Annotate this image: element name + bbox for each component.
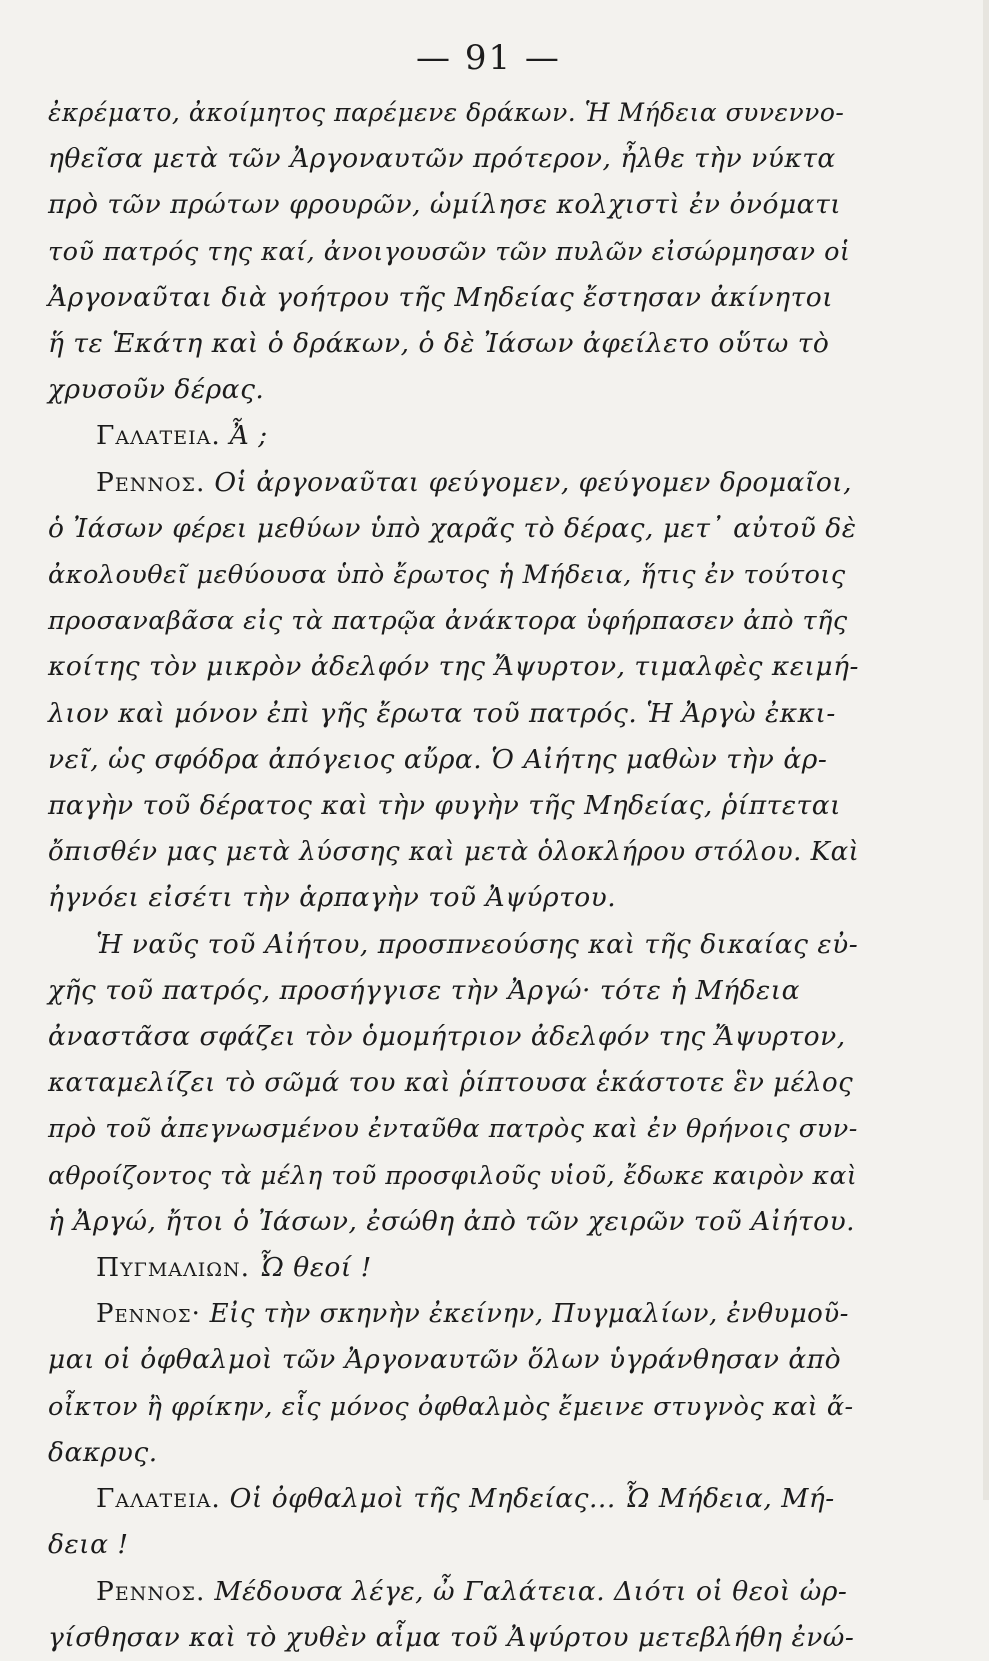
line-text: ἡ Ἀργώ, ἤτοι ὁ Ἰάσων, ἐσώθη ἀπὸ τῶν χειρῶν τοῦ Αἰήτου. [48,1205,856,1237]
text-line [48,968,859,1014]
text-line [48,229,859,275]
text-line [48,321,859,367]
line-text: ἀκολουθεῖ μεθύουσα ὑπὸ ἔρωτος ἡ Μήδεια, ἥτις ἐν τούτοις [48,560,846,591]
text-line [48,1106,859,1152]
text-line [48,1153,859,1199]
line-text: λιον καὶ μόνον ἐπὶ γῆς ἔρωτα τοῦ πατρός. Ἡ Ἀργὼ ἐκκι- [48,697,836,729]
text-line [48,598,859,644]
text-line [48,829,859,875]
line-text: χρυσοῦν δέρας. [48,374,265,406]
line-text: κοίτης τὸν μικρὸν ἀδελφόν της Ἄψυρτον, τιμαλφὲς κειμή- [48,651,859,683]
text-line [48,182,859,228]
speaker-name: Γαλατεια. [96,1483,221,1515]
text-body [48,90,859,1661]
line-text: ἀναστᾶσα σφάζει τὸν ὁμομήτριον ἀδελφόν της Ἄψυρτον, [48,1021,846,1053]
line-text: ὄπισθέν μας μετὰ λύσσης καὶ μετὰ ὁλοκλήρου στόλου. Καὶ [48,837,860,868]
text-line [48,1476,859,1522]
line-text: Μέδουσα λέγε, ὦ Γαλάτεια. Διότι οἱ θεοὶ ὠρ- [205,1575,848,1607]
line-text: πρὸ τοῦ ἀπεγνωσμένου ἐνταῦθα πατρὸς καὶ ἐν θρήνοις συν- [48,1114,858,1145]
text-line [48,460,859,506]
line-text: προσαναβᾶσα εἰς τὰ πατρῷα ἀνάκτορα ὑφήρπασεν ἀπὸ τῆς [48,606,848,637]
text-line [48,1014,859,1060]
line-text: Εἰς τὴν σκηνὴν ἐκείνην, Πυγμαλίων, ἐνθυμοῦ- [200,1299,849,1330]
text-line [48,922,859,968]
speaker-name: Ρεννος· [96,1299,201,1330]
line-text: Ὦ θεοί ! [250,1252,372,1284]
speaker-name: Ρεννος. [96,1575,206,1607]
text-line [48,783,859,829]
text-line [48,275,859,321]
line-text: Ἡ ναῦς τοῦ Αἰήτου, προσπνεούσης καὶ τῆς δικαίας εὐ- [96,928,859,960]
line-text: ἥ τε Ἑκάτη καὶ ὁ δράκων, ὁ δὲ Ἰάσων ἀφείλετο οὕτω τὸ [48,328,830,360]
text-line [48,1569,859,1615]
text-line [48,1384,859,1430]
text-line [48,1291,859,1337]
text-line [48,90,859,136]
text-line [48,875,859,921]
line-text: γίσθησαν καὶ τὸ χυθὲν αἷμα τοῦ Ἀψύρτου μετεβλήθη ἐνώ- [48,1621,855,1653]
text-line [48,1245,859,1291]
text-line [48,1060,859,1106]
line-text: ηθεῖσα μετὰ τῶν Ἀργοναυτῶν πρότερον, ἦλθε τὴν νύκτα [48,143,836,175]
line-text: Οἱ ἀργοναῦται φεύγομεν, φεύγομεν δρομαῖοι, [205,466,853,498]
line-text: Ἆ ; [220,420,268,452]
speaker-name: Γαλατεια. [96,420,221,452]
line-text: Ἀργοναῦται διὰ γοήτρου τῆς Μηδείας ἔστησαν ἀκίνητοι [48,281,834,313]
line-text: Οἱ ὀφθαλμοὶ τῆς Μηδείας... Ὦ Μήδεια, Μή- [220,1483,835,1515]
text-line [48,737,859,783]
text-line [48,506,859,552]
text-line [48,1337,859,1383]
speaker-name: Ρεννος. [96,466,206,498]
line-text: παγὴν τοῦ δέρατος καὶ τὴν φυγὴν τῆς Μηδείας, ῥίπτεται [48,790,841,822]
page-number: — 91 — [416,38,561,78]
text-line [48,691,859,737]
line-text: ὁ Ἰάσων φέρει μεθύων ὑπὸ χαρᾶς τὸ δέρας, μετ᾽ αὐτοῦ δὲ [48,512,857,544]
line-text: δακρυς. [48,1436,158,1468]
line-text: ἠγνόει εἰσέτι τὴν ἁρπαγὴν τοῦ Ἀψύρτου. [48,882,617,914]
text-line [48,644,859,690]
line-text: πρὸ τῶν πρώτων φρουρῶν, ὡμίλησε κολχιστὶ ἐν ὀνόματι [48,189,842,221]
line-text: καταμελίζει τὸ σῶμά του καὶ ῥίπτουσα ἑκάστοτε ἓν μέλος [48,1068,854,1099]
line-text: τοῦ πατρός της καί, ἀνοιγουσῶν τῶν πυλῶν εἰσώρμησαν οἱ [48,236,851,267]
text-line [48,552,859,598]
line-text: νεῖ, ὡς σφόδρα ἀπόγειος αὔρα. Ὁ Αἰήτης μαθὼν τὴν ἁρ- [48,743,828,775]
text-line [48,413,859,459]
line-text: δεια ! [48,1529,129,1561]
line-text: αθροίζοντος τὰ μέλη τοῦ προσφιλοῦς υἱοῦ, ἔδωκε καιρὸν καὶ [48,1160,858,1190]
line-text: ἐκρέματο, ἀκοίμητος παρέμενε δράκων. Ἡ Μήδεια συνεννο- [48,98,845,127]
speaker-name: Πυγμαλιων. [96,1252,251,1284]
line-text: οἶκτον ἢ φρίκην, εἷς μόνος ὀφθαλμὸς ἔμεινε στυγνὸς καὶ ἄ- [48,1391,854,1422]
line-text: μαι οἱ ὀφθαλμοὶ τῶν Ἀργοναυτῶν ὅλων ὑγράνθησαν ἀπὸ [48,1344,842,1376]
text-line [48,1430,859,1476]
text-line [48,1522,859,1568]
text-line [48,1615,859,1661]
page-edge [983,0,989,1500]
text-line [48,136,859,182]
text-line [48,1199,859,1245]
text-line [48,367,859,413]
line-text: χῆς τοῦ πατρός, προσήγγισε τὴν Ἀργώ· τότε ἡ Μήδεια [48,974,801,1006]
